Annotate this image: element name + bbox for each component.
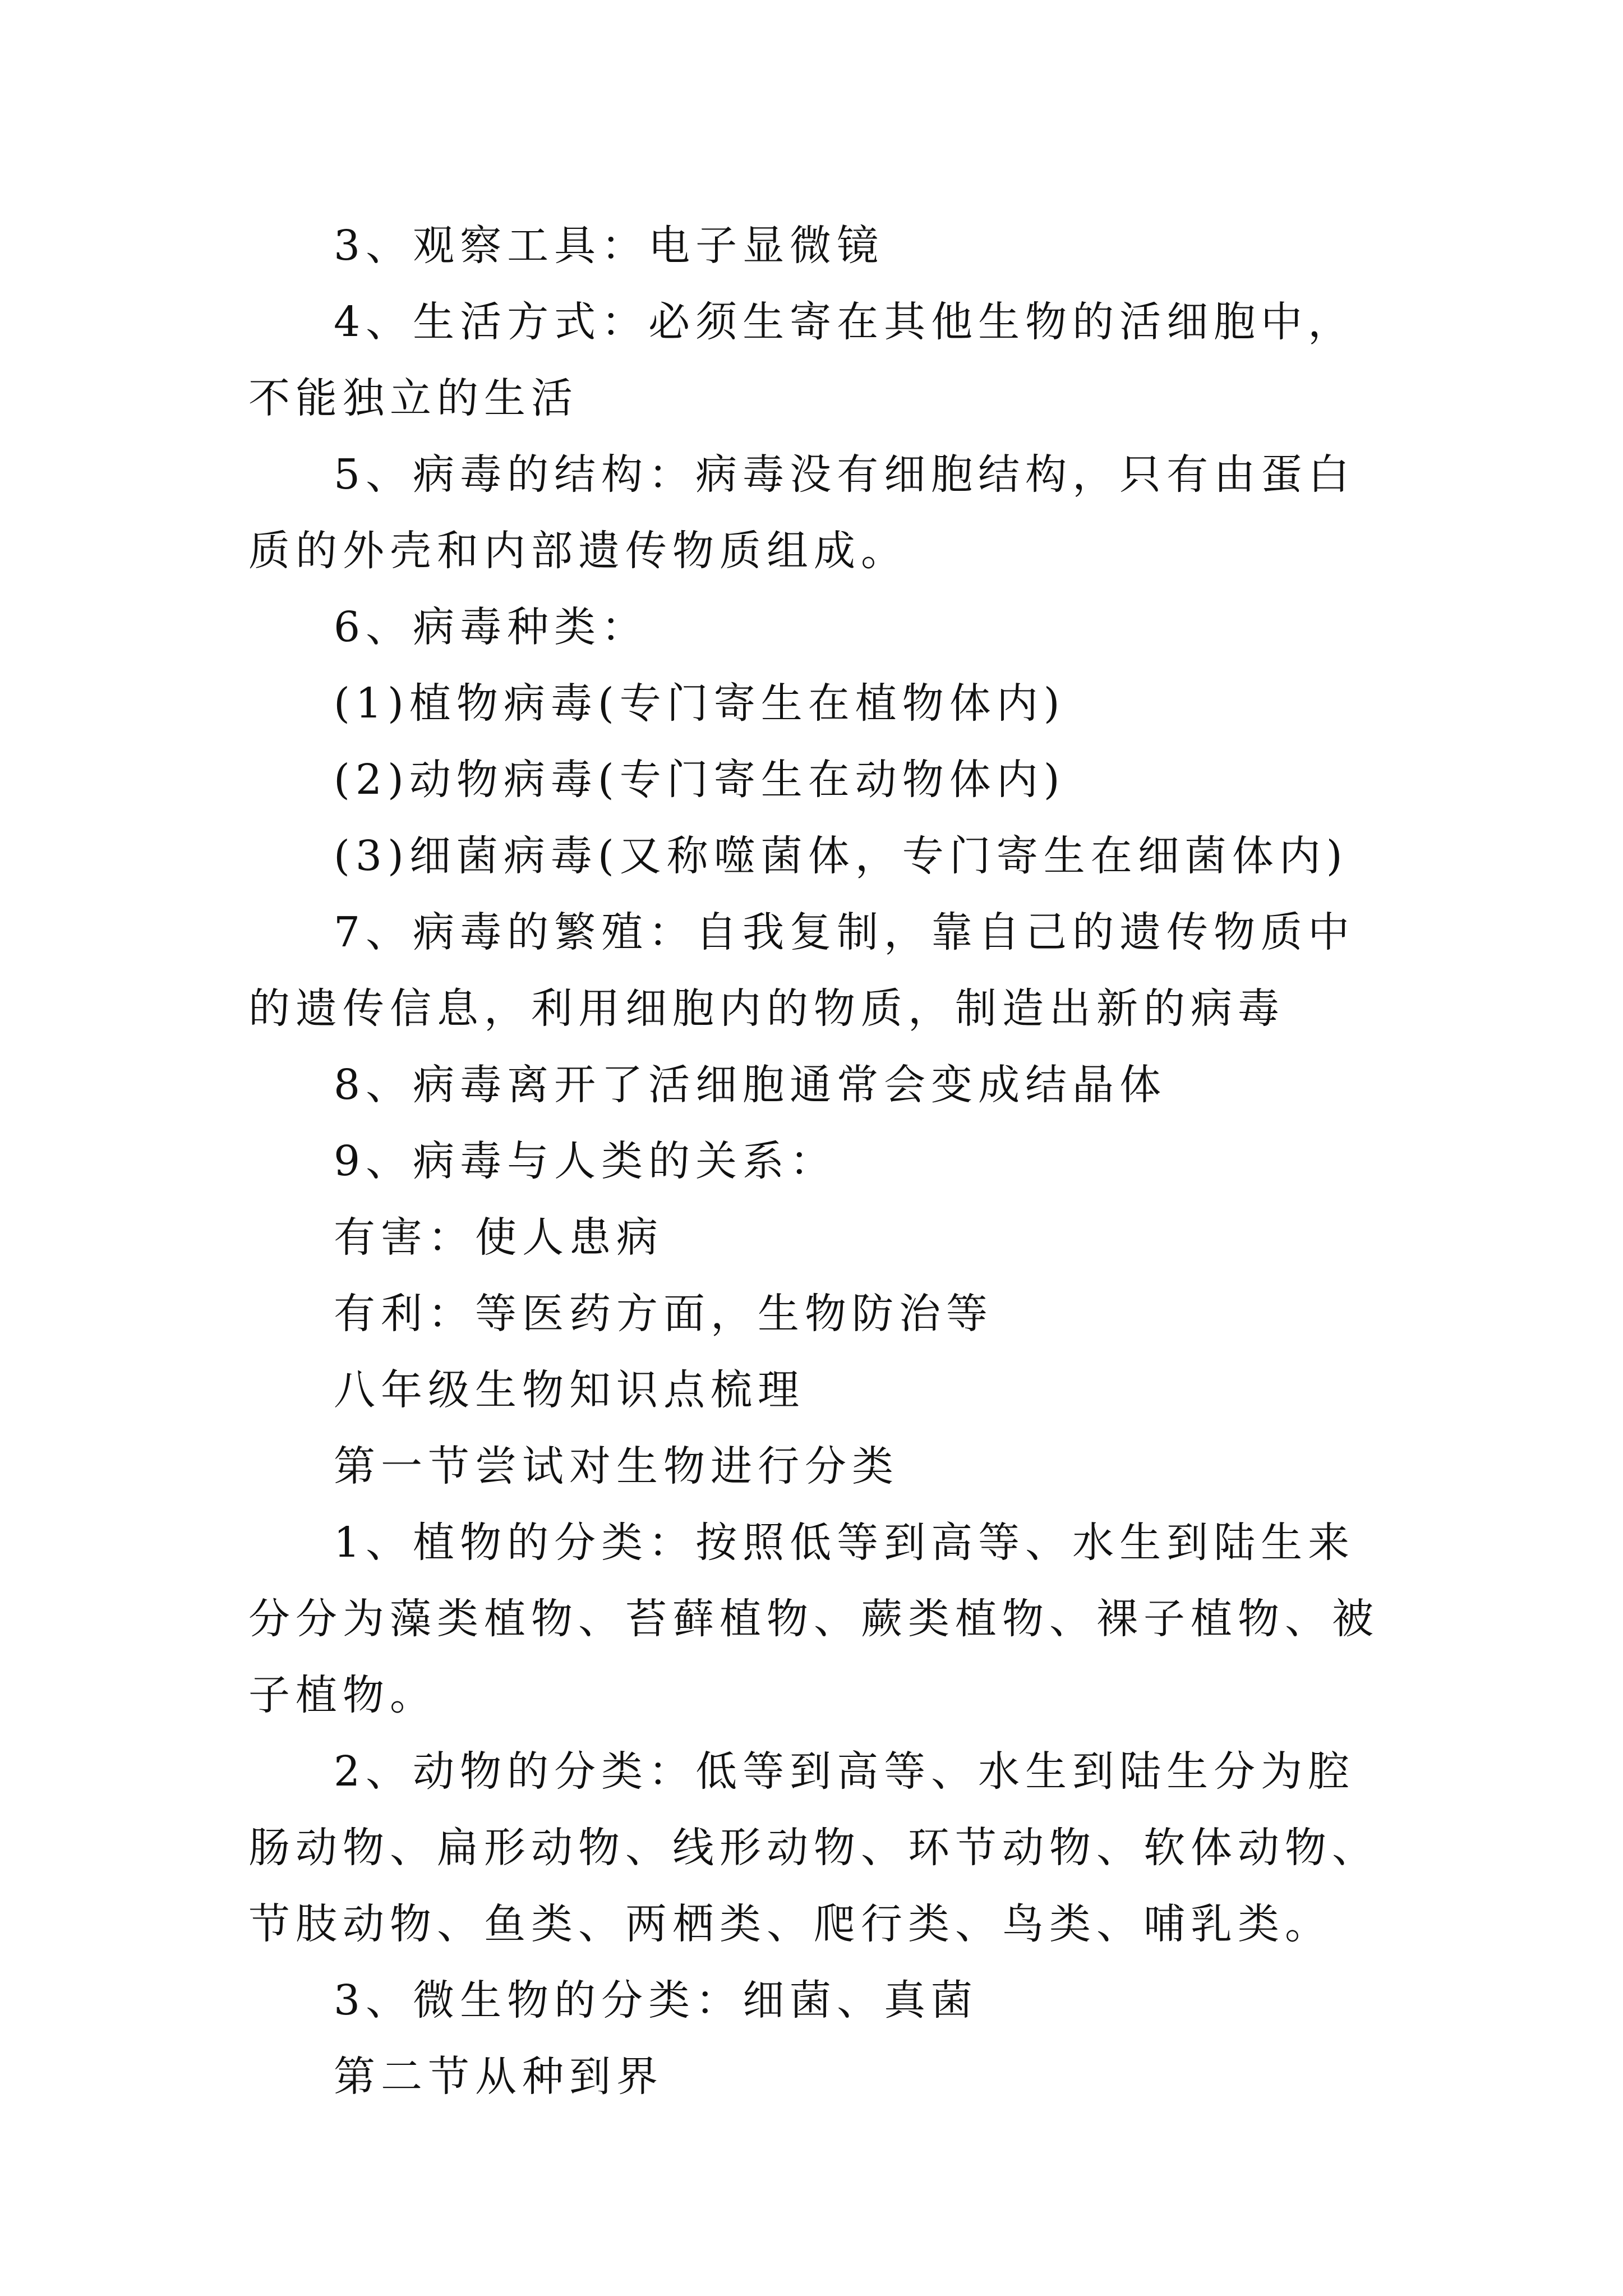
paragraph-plant-virus: (1)植物病毒(专门寄生在植物体内) — [334, 679, 1066, 728]
paragraph-crystal: 8、病毒离开了活细胞通常会变成结晶体 — [334, 1061, 1167, 1109]
paragraph-lifestyle: 4、生活方式：必须生寄在其他生物的活细胞中，不能独立的生活 — [248, 298, 1355, 422]
paragraph-virus-reproduction: 7、病毒的繁殖：自我复制，靠自己的遗传物质中的遗传信息，利用细胞内的物质，制造出新的病毒 — [248, 908, 1355, 1033]
paragraph-microbe-classification: 3、微生物的分类：细菌、真菌 — [334, 1976, 979, 2024]
paragraph-virus-structure: 5、病毒的结构：病毒没有细胞结构，只有由蛋白质的外壳和内部遗传物质组成。 — [248, 450, 1355, 575]
paragraph-animal-virus: (2)动物病毒(专门寄生在动物体内) — [334, 756, 1066, 804]
document-body — [248, 208, 1381, 2115]
paragraph-observation-tool: 3、观察工具：电子显微镜 — [334, 222, 884, 270]
section-heading-classification: 第一节尝试对生物进行分类 — [334, 1442, 899, 1490]
paragraph-virus-types: 6、病毒种类： — [334, 603, 649, 651]
paragraph-beneficial: 有利：等医药方面，生物防治等 — [334, 1290, 993, 1338]
paragraph-plant-classification: 1、植物的分类：按照低等到高等、水生到陆生来分分为藻类植物、苔藓植物、蕨类植物、裸子植物、被子植物。 — [248, 1519, 1379, 1719]
section-heading-species-to-kingdom: 第二节从种到界 — [334, 2053, 663, 2101]
paragraph-harmful: 有害：使人患病 — [334, 1213, 663, 1262]
paragraph-bacterial-virus: (3)细菌病毒(又称噬菌体，专门寄生在细菌体内) — [334, 832, 1348, 880]
section-heading-grade8: 八年级生物知识点梳理 — [334, 1366, 805, 1414]
paragraph-animal-classification: 2、动物的分类：低等到高等、水生到陆生分为腔肠动物、扁形动物、线形动物、环节动物、软体动物、节肢动物、鱼类、两栖类、爬行类、鸟类、哺乳类。 — [248, 1747, 1379, 1948]
paragraph-human-relation: 9、病毒与人类的关系： — [334, 1137, 837, 1185]
